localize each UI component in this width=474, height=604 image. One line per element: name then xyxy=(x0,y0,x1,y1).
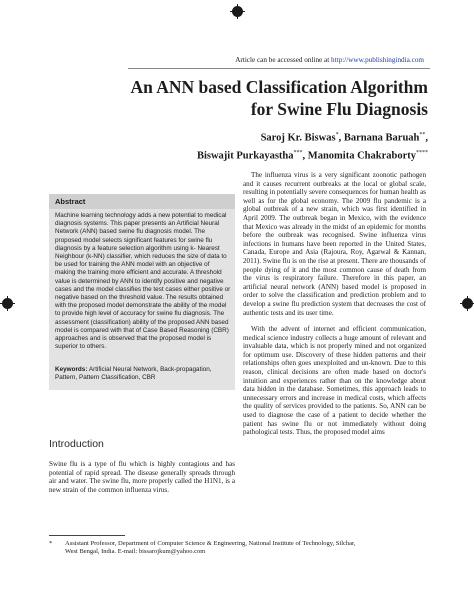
registration-mark-top xyxy=(232,6,243,17)
paper-title-line-1: An ANN based Classification Algorithm xyxy=(130,77,428,97)
author-name: Barnana Baruah xyxy=(343,132,420,144)
author-affiliation-mark: **** xyxy=(416,149,428,156)
author-line-1 xyxy=(98,128,428,146)
abstract-heading-bar xyxy=(49,194,235,209)
footnote-mark: * xyxy=(49,540,53,547)
author-separator: , xyxy=(302,150,308,161)
publisher-url-link[interactable]: http://www.publishingindia.com xyxy=(331,56,424,64)
header-rule xyxy=(128,68,430,69)
registration-mark-left xyxy=(2,298,13,309)
introduction-text: Swine flu is a type of flu which is highly contagious and has potential of rapid spread. The disease generally spreads through air and water. The swine flu, more properly called the H1N1, is a new strain of the common influenza virus. xyxy=(49,460,235,494)
author-name: Manomita Chakraborty xyxy=(307,150,416,161)
author-separator: , xyxy=(338,132,344,144)
keywords xyxy=(55,366,231,382)
footnote xyxy=(49,540,409,556)
author-line-2 xyxy=(98,146,428,164)
author-affiliation-mark: *** xyxy=(293,149,303,156)
author-list xyxy=(98,128,428,163)
registration-mark-right xyxy=(462,298,473,309)
right-column-paragraph-1: The influenza virus is a very significant zoonotic pathogen and it causes recurrent outbreaks at the local or global scale, resulting in potentially severe consequences for human health as well as for the global economy. The 2009 flu pandemic is a global outbreak of a new strain, which was first identified in April 2009. The outbreak began in Mexico, with the evidence that Mexico was already in the midst of an epidemic for months before the outbreak was recognised. Swine influenza virus infections in humans have been reported in the United States, Canada, Europe and Asia (Rajoura, Roy, Agarwal & Kannan, 2011). Swine flu is on the rise at present. There are thousands of people dying of it and the most common cause of death from the virus is respiratory failure. Therefore in this paper, an artificial neural network (ANN) based model is proposed in order to solve the classification and prediction problem and to develop a swine flu prediction system that decreases the cost of authentic tests and its user time. xyxy=(243,171,426,317)
abstract-heading: Abstract xyxy=(55,197,86,206)
abstract-text: Machine learning technology adds a new potential to medical diagnosis systems. This paper presents an Artificial Neural Network (ANN) based swine flu diagnosis model. The proposed model selects significant features for swine flu diagnosis by a feature selection algorithm using k- Nearest Neighbour (k-NN) classifier, which reduces the size of data to be used for training the ANN model with an objective of making the training more efficient and accurate. A threshold value is determined by ANN to identify positive and negative cases and the model classifies the test cases either positive or negative based on the threshold value. The results obtained with the proposed model demonstrate the ability of the model to provide high level of accuracy for swine flu diagnosis. The assessment (classification) ability of the proposed ANN based model is compared with that of Case Based Reasoning (CBR) approaches and is observed that the proposed model is superior to others. xyxy=(55,212,231,351)
footnote-rule xyxy=(49,535,125,536)
author-separator: , xyxy=(425,132,428,144)
footnote-line-2: West Bengal, India. E-mail: bissarojkum@yahoo.com xyxy=(65,548,206,556)
accessed-online-text: Article can be accessed online at xyxy=(235,56,330,64)
author-name: Biswajit Purkayastha xyxy=(196,150,294,161)
right-column-paragraph-2: With the advent of internet and efficient communication, medical science industry collects a huge amount of relevant and invaluable data, which is not properly mined and not organized for optimum use. Discovery of these hidden patterns and their relationships often goes unexploited and un-known. Due to this reason, clinical decisions are often made based on doctor's intuition and experiences rather than on the knowledge about data hidden in the database. Sometimes, this approach leads to unnecessary errors and increase in medical costs, which affects the quality of services provided to the patients. So, ANN can be used to diagnose the case of a patient to decide whether the patient has swine flu or not immediately without doing pathological tests. Thus, the proposed model aims xyxy=(243,325,426,437)
author-affiliation-mark: ** xyxy=(419,132,426,138)
author-name: Saroj Kr. Biswas xyxy=(260,132,336,144)
footnote-line-1: Assistant Professor, Department of Computer Science & Engineering, National Institute of Technology, Silchar, xyxy=(65,540,356,547)
accessed-online-line xyxy=(235,56,424,64)
paper-title-line-2: for Swine Flu Diagnosis xyxy=(250,99,428,119)
introduction-heading: Introduction xyxy=(49,438,104,450)
author-affiliation-mark: * xyxy=(335,132,339,138)
paper-title xyxy=(88,76,428,120)
keywords-text: Artificial Neural Network, Back-propagation, Pattern, Pattern Classification, CBR xyxy=(55,366,212,382)
right-column xyxy=(243,171,426,445)
keywords-label: Keywords: xyxy=(55,366,88,373)
